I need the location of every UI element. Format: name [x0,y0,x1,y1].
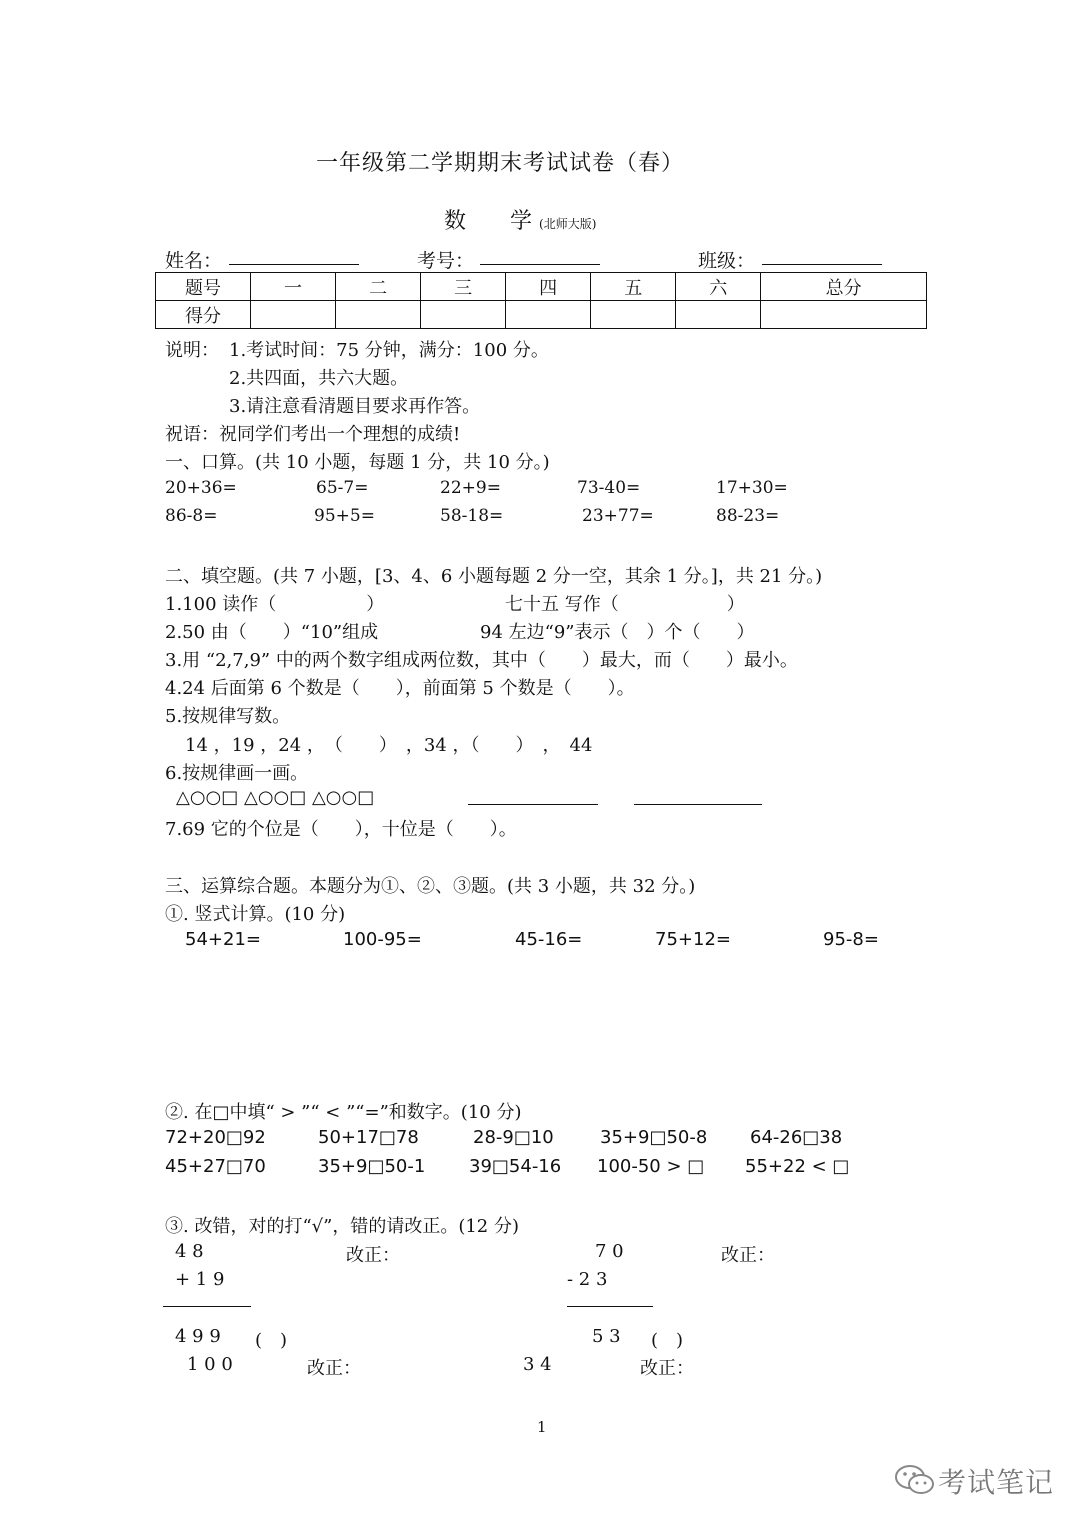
problem-b-operand: - 2 3 [567,1269,608,1290]
number-blank [480,264,600,265]
calc-item: 23+77= [582,506,654,526]
table-cell: 得分 [156,301,251,329]
table-cell: 二 [336,273,421,301]
number-label: 考号： [417,250,475,272]
compare-item: 64-26□38 [750,1127,843,1148]
problem-b-result: 5 3 [592,1326,621,1347]
subject-name: 数 学 [444,209,533,234]
score-cell[interactable] [421,301,506,329]
score-table-header-row [156,273,927,301]
question-2a: 2.50 由（ ）“10”组成 [165,622,379,643]
subject-title [444,204,596,235]
question-7: 7.69 它的个位是（ ），十位是（ ）。 [165,819,517,840]
calc-item: 73-40= [577,478,641,498]
class-blank [762,264,882,265]
problem-b-top: 7 0 [595,1241,624,1262]
calc-item: 88-23= [716,506,780,526]
score-table [155,272,927,329]
fix-label: 改正： [346,1245,400,1266]
compare-item: 100-50 > □ [597,1156,705,1177]
watermark-text: 考试笔记 [938,1466,1055,1499]
page-number: 1 [537,1418,547,1436]
compare-item: 28-9□10 [473,1127,554,1148]
wechat-icon [893,1462,937,1498]
question-6: 6.按规律画一画。 [165,763,309,784]
question-6-shapes: △○○□ △○○□ △○○□ [176,787,375,808]
question-3: 3.用 “2,7,9” 中的两个数字组成两位数，其中（ ）最大，而（ ）最小。 [165,650,798,671]
problem-b-rule [567,1306,653,1307]
section1-heading: 一、口算。(共 10 小题，每题 1 分，共 10 分。) [165,452,550,473]
problem-d-number: 3 4 [523,1354,552,1375]
score-cell[interactable] [336,301,421,329]
table-cell: 六 [676,273,761,301]
score-cell[interactable] [591,301,676,329]
compare-item: 35+9□50-8 [600,1127,708,1148]
problem-a-top: 4 8 [175,1241,204,1262]
note-item: 2.共四面，共六大题。 [229,368,409,389]
calc-item: 65-7= [316,478,369,498]
section2-heading: 二、填空题。(共 7 小题，[3、4、6 小题每题 2 分一空，其余 1 分。]，共 21 分。) [165,566,823,587]
name-blank [229,264,359,265]
vertical-calc-item: 75+12= [655,929,731,950]
exam-title: 一年级第二学期期末考试试卷（春） [316,151,685,176]
part3-title: ③. 改错，对的打“√”，错的请改正。(12 分) [165,1216,519,1237]
vertical-calc-item: 54+21= [185,929,261,950]
table-cell: 四 [506,273,591,301]
problem-a-result: 4 9 9 [175,1326,221,1347]
calc-item: 58-18= [440,506,504,526]
name-label: 姓名： [165,250,223,272]
shape-blank-2 [634,804,762,805]
problem-a-operand: + 1 9 [175,1269,225,1290]
part2-title: ②. 在□中填“ > ”“ < ”“=”和数字。(10 分) [165,1102,522,1123]
question-4: 4.24 后面第 6 个数是（ ），前面第 5 个数是（ ）。 [165,678,635,699]
compare-item: 55+22 < □ [745,1156,850,1177]
compare-item: 45+27□70 [165,1156,266,1177]
vertical-calc-item: 45-16= [515,929,583,950]
table-cell: 一 [251,273,336,301]
fix-label: 改正： [307,1358,361,1379]
section3-heading: 三、运算综合题。本题分为①、②、③题。(共 3 小题，共 32 分。) [165,876,696,897]
question-1b: 七十五 写作（ ） [505,594,745,615]
class-label: 班级： [698,250,756,272]
score-cell[interactable] [506,301,591,329]
shape-blank-1 [468,804,598,805]
wish-text: 祝语：祝同学们考出一个理想的成绩! [165,424,461,445]
note-item: 3.请注意看清题目要求再作答。 [229,396,481,417]
notes-label: 说明： [165,340,219,361]
fix-label: 改正： [640,1358,694,1379]
calc-item: 20+36= [165,478,237,498]
score-cell[interactable] [676,301,761,329]
calc-item: 22+9= [440,478,501,498]
vertical-calc-item: 95-8= [823,929,879,950]
score-table-score-row [156,301,927,329]
note-item: 1.考试时间：75 分钟，满分：100 分。 [229,340,549,361]
calc-item: 86-8= [165,506,218,526]
problem-c-number: 1 0 0 [187,1354,233,1375]
table-cell: 题号 [156,273,251,301]
compare-item: 50+17□78 [318,1127,419,1148]
calc-item: 95+5= [314,506,375,526]
score-cell[interactable] [251,301,336,329]
calc-item: 17+30= [716,478,788,498]
question-5: 5.按规律写数。 [165,706,291,727]
table-cell: 五 [591,273,676,301]
question-1a: 1.100 读作（ ） [165,594,385,615]
problem-a-check[interactable]: ( ) [255,1330,288,1351]
question-5-sequence: 14 ，19 ，24 ， （ ） ，34 ，（ ） ， 44 [185,735,593,756]
compare-item: 35+9□50-1 [318,1156,426,1177]
edition-label: (北师大版) [539,217,597,231]
fix-label: 改正： [721,1245,775,1266]
compare-item: 39□54-16 [469,1156,562,1177]
problem-b-check[interactable]: ( ) [651,1330,684,1351]
table-cell: 三 [421,273,506,301]
question-2b: 94 左边“9”表示（ ）个（ ） [480,622,755,643]
table-cell: 总分 [761,273,927,301]
vertical-calc-item: 100-95= [343,929,422,950]
compare-item: 72+20□92 [165,1127,266,1148]
score-cell[interactable] [761,301,927,329]
part1-title: ①. 竖式计算。(10 分) [165,904,346,925]
problem-a-rule [163,1306,251,1307]
